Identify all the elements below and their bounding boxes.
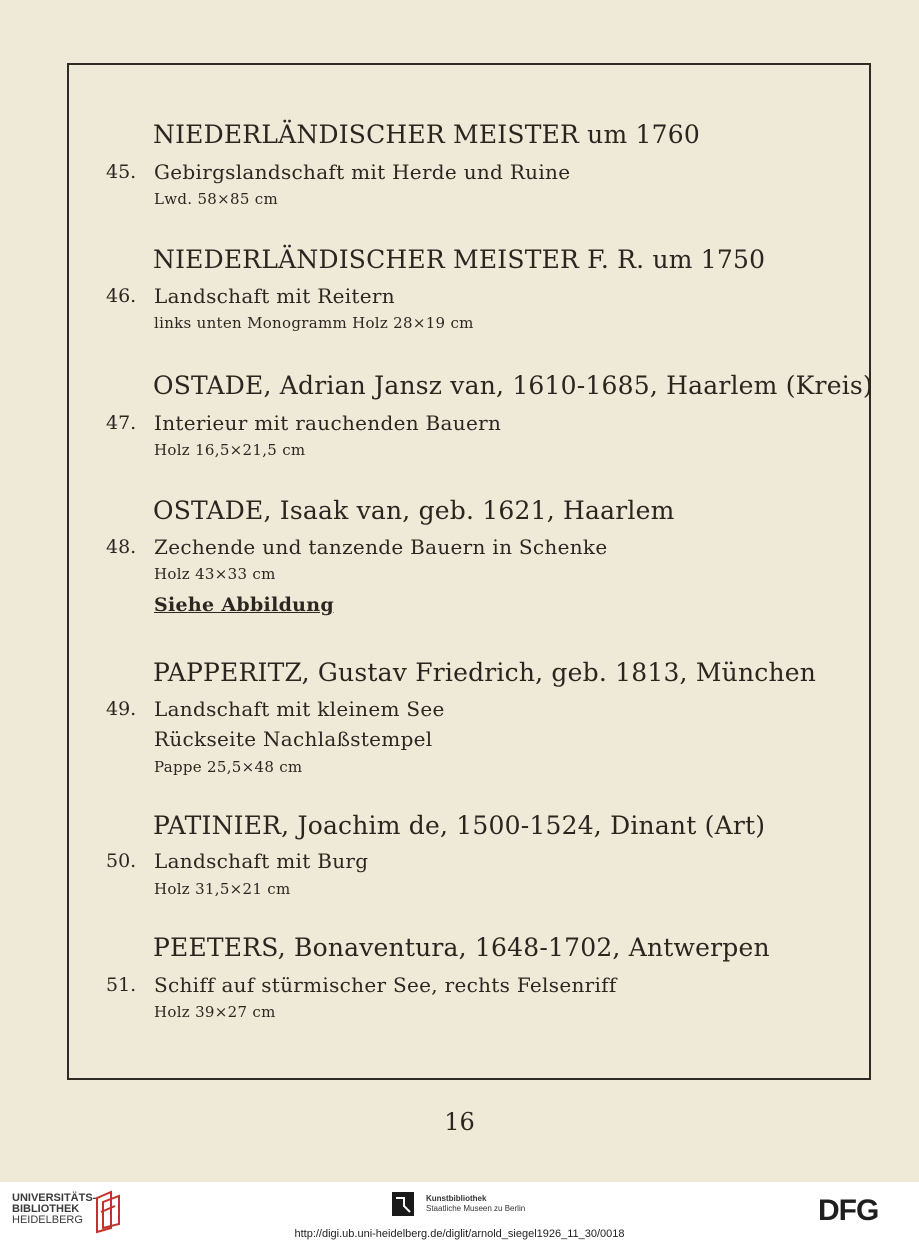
lot-details: links unten Monogramm Holz 28×19 cm: [154, 314, 474, 332]
kunstbibliothek-name: Kunstbibliothek: [426, 1194, 487, 1203]
lot-number: 47.: [106, 412, 137, 434]
lot-details: Holz 39×27 cm: [154, 1003, 276, 1021]
lot-details: Holz 43×33 cm: [154, 565, 276, 583]
lot-title: Landschaft mit kleinem See: [154, 697, 445, 721]
lot-title: Interieur mit rauchenden Bauern: [154, 411, 502, 435]
lot-details: Lwd. 58×85 cm: [154, 190, 278, 208]
kunstbibliothek-logo-icon[interactable]: [392, 1192, 414, 1216]
artist-heading: PATINIER, Joachim de, 1500-1524, Dinant (Art): [153, 811, 766, 840]
lot-title: Landschaft mit Burg: [154, 849, 369, 873]
digitization-footer: [0, 1182, 919, 1245]
kunstbibliothek-text: [426, 1194, 525, 1214]
lot-title: Gebirgslandschaft mit Herde und Ruine: [154, 160, 571, 184]
lot-number: 48.: [106, 536, 137, 558]
lot-title: Schiff auf stürmischer See, rechts Felsenriff: [154, 973, 617, 997]
dfg-logo[interactable]: DFG: [818, 1194, 879, 1227]
university-line: HEIDELBERG: [12, 1214, 83, 1226]
artist-heading: PEETERS, Bonaventura, 1648-1702, Antwerpen: [153, 933, 770, 962]
lot-number: 49.: [106, 698, 137, 720]
lot-details: Holz 16,5×21,5 cm: [154, 441, 306, 459]
artist-heading: NIEDERLÄNDISCHER MEISTER um 1760: [153, 120, 700, 149]
university-line: BIBLIOTHEK: [12, 1203, 80, 1215]
lot-title-line2: Rückseite Nachlaßstempel: [154, 727, 433, 751]
university-line: UNIVERSITÄTS-: [12, 1192, 97, 1204]
artist-heading: OSTADE, Isaak van, geb. 1621, Haarlem: [153, 496, 675, 525]
lot-details: Holz 31,5×21 cm: [154, 880, 291, 898]
lot-title: Landschaft mit Reitern: [154, 284, 395, 308]
page-number: 16: [444, 1108, 475, 1136]
lot-number: 46.: [106, 285, 137, 307]
lot-number: 51.: [106, 974, 137, 996]
artist-heading: NIEDERLÄNDISCHER MEISTER F. R. um 1750: [153, 245, 766, 274]
university-library-name[interactable]: [12, 1193, 96, 1226]
source-url[interactable]: http://digi.ub.uni-heidelberg.de/diglit/arnold_siegel1926_11_30/0018: [294, 1228, 625, 1240]
lot-number: 50.: [106, 850, 137, 872]
see-illustration-note: Siehe Abbildung: [154, 594, 334, 616]
artist-heading: PAPPERITZ, Gustav Friedrich, geb. 1813, München: [153, 658, 817, 687]
museum-name: Staatliche Museen zu Berlin: [426, 1204, 526, 1213]
lot-title: Zechende und tanzende Bauern in Schenke: [154, 535, 608, 559]
lot-details: Pappe 25,5×48 cm: [154, 758, 303, 776]
artist-heading: OSTADE, Adrian Jansz van, 1610-1685, Haarlem (Kreis): [153, 371, 873, 400]
lot-number: 45.: [106, 161, 137, 183]
